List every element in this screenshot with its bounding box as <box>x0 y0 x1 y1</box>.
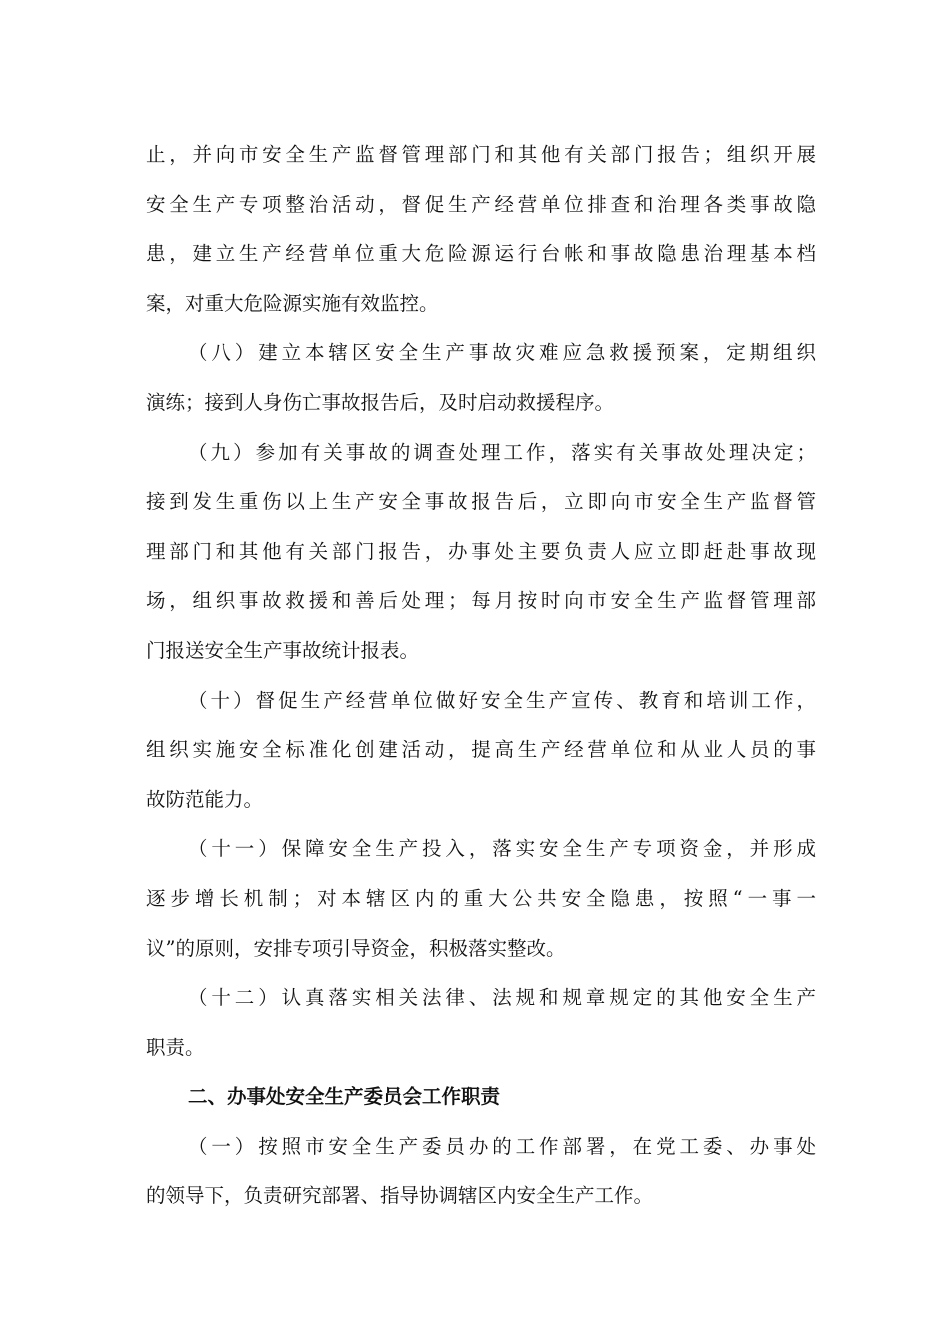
paragraph-12-start: （十二）认真落实相关法律、法规和规章规定的其他安全生产 <box>188 986 816 1010</box>
text-line: 止，并向市安全生产监督管理部门和其他有关部门报告；组织开展 <box>146 143 816 166</box>
text-line: 演练；接到人身伤亡事故报告后，及时启动救援程序。 <box>146 390 615 414</box>
text-line: 患，建立生产经营单位重大危险源运行台帐和事故隐患治理基本档 <box>146 242 816 266</box>
text-line: 安全生产专项整治活动，督促生产经营单位排查和治理各类事故隐 <box>146 192 816 216</box>
section-heading: 二、办事处安全生产委员会工作职责 <box>188 1085 501 1109</box>
paragraph-9-start: （九）参加有关事故的调查处理工作，落实有关事故处理决定； <box>188 440 816 464</box>
text-line: 逐步增长机制；对本辖区内的重大公共安全隐患，按照“一事一 <box>146 886 816 910</box>
paragraph-10-start: （十）督促生产经营单位做好安全生产宣传、教育和培训工作， <box>188 688 816 712</box>
text-line: 职责。 <box>146 1035 205 1059</box>
paragraph-11-start: （十一）保障安全生产投入，落实安全生产专项资金，并形成 <box>188 837 816 861</box>
text-line: 门报送安全生产事故统计报表。 <box>146 638 420 662</box>
text-line: 接到发生重伤以上生产安全事故报告后，立即向市安全生产监督管 <box>146 490 816 514</box>
text-line: 的领导下，负责研究部署、指导协调辖区内安全生产工作。 <box>146 1184 654 1208</box>
text-line: 组织实施安全标准化创建活动，提高生产经营单位和从业人员的事 <box>146 738 816 762</box>
text-line: 议”的原则，安排专项引导资金，积极落实整改。 <box>146 936 566 960</box>
document-body <box>146 130 816 1221</box>
paragraph-8-start: （八）建立本辖区安全生产事故灾难应急救援预案，定期组织 <box>188 341 816 365</box>
text-line: 故防范能力。 <box>146 787 264 811</box>
text-line: 案，对重大危险源实施有效监控。 <box>146 291 439 315</box>
text-line: 理部门和其他有关部门报告，办事处主要负责人应立即赶赴事故现 <box>146 539 816 563</box>
text-line: 场，组织事故救援和善后处理；每月按时向市安全生产监督管理部 <box>146 589 816 613</box>
paragraph-1-start: （一）按照市安全生产委员办的工作部署，在党工委、办事处 <box>188 1134 816 1158</box>
